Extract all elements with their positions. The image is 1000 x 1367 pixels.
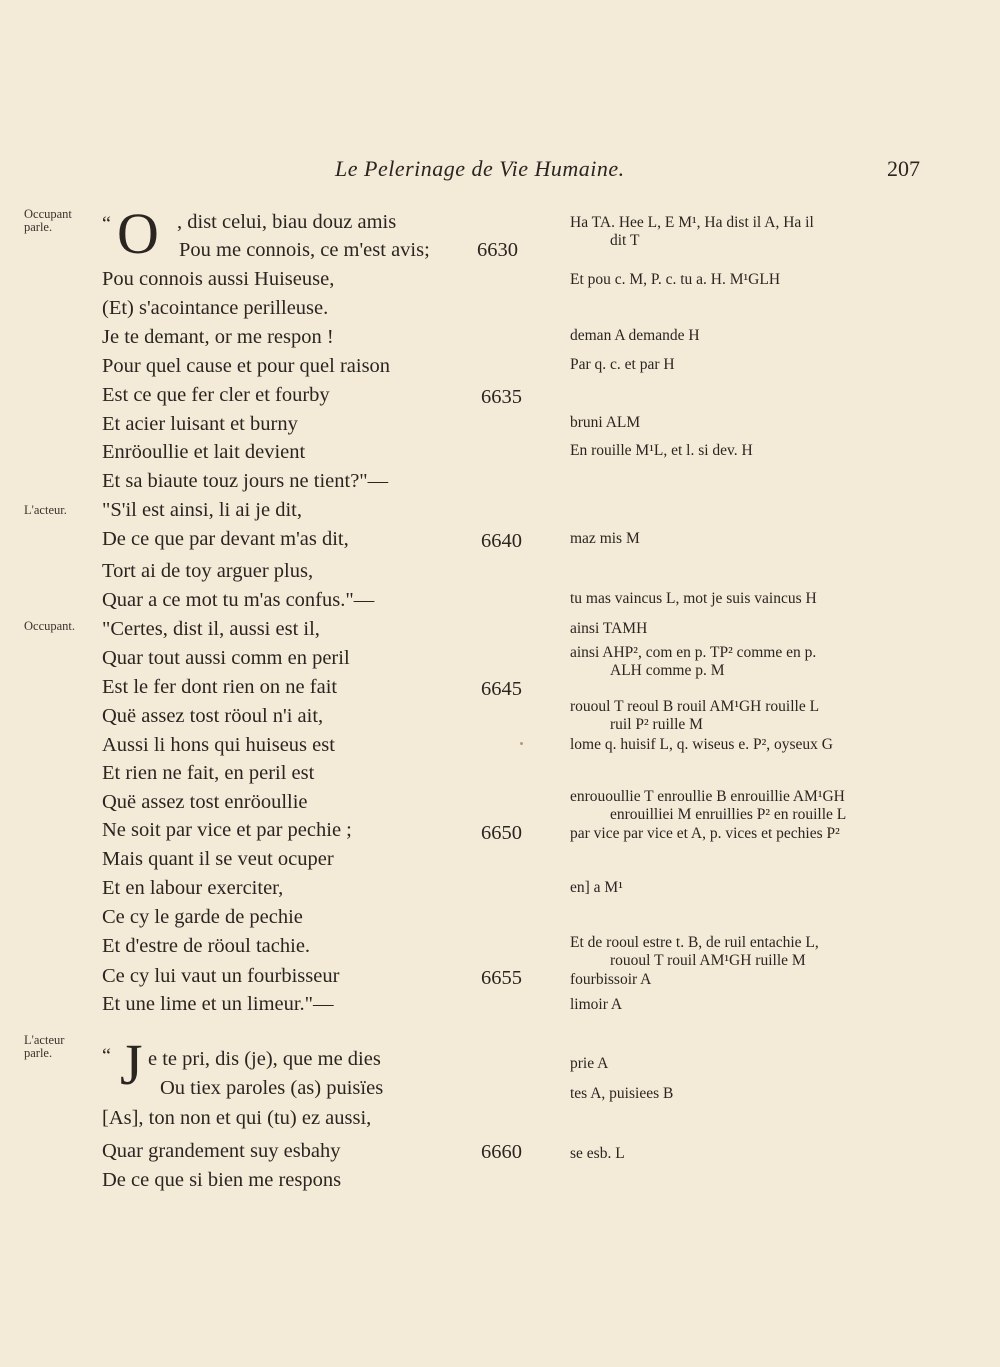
verse-line: Pour quel cause et pour quel raison	[102, 355, 391, 377]
line-number: 6640	[481, 530, 522, 552]
running-title: Le Pelerinage de Vie Humaine.	[335, 156, 625, 181]
variant-note: Et de rooul estre t. B, de ruil entachie L, rououl T rouil AM¹GH ruille M	[570, 934, 819, 969]
verse-line: (Et) s'acointance perilleuse.	[102, 297, 329, 319]
variant-note: bruni ALM	[570, 414, 641, 431]
verse-line: Quar grandement suy esbahy	[102, 1140, 341, 1162]
verse-line: Enröoullie et lait devient	[102, 441, 306, 463]
line-number: 6660	[481, 1141, 522, 1163]
verse-line: e te pri, dis (je), que me dies	[148, 1048, 381, 1070]
verse-line: Et rien ne fait, en peril est	[102, 762, 315, 784]
speaker-label: Occupant parle.	[24, 207, 72, 235]
variant-note: par vice par vice et A, p. vices et pechies P²	[570, 825, 840, 842]
verse-line: , dist celui, biau douz amis	[177, 211, 397, 233]
verse-line: "S'il est ainsi, li ai je dit,	[102, 499, 302, 521]
verse-line: Et d'estre de röoul tachie.	[102, 935, 311, 957]
verse-line: Quar a ce mot tu m'as confus."—	[102, 589, 375, 611]
verse-line: Ce cy le garde de pechie	[102, 906, 303, 928]
verse-line: Et une lime et un limeur."—	[102, 993, 334, 1015]
variant-note: enrououllie T enroullie B enrouillie AM¹GH enrouilliei M enruillies P² en rouille L	[570, 788, 847, 823]
verse-line: Pou me connois, ce m'est avis;	[179, 239, 430, 261]
opening-quote: “	[102, 1045, 111, 1067]
variant-note: En rouille M¹L, et l. si dev. H	[570, 442, 753, 459]
page-number: 207	[887, 156, 920, 181]
variant-note: lome q. huisif L, q. wiseus e. P², oyseux G	[570, 736, 833, 753]
verse-line: De ce que par devant m'as dit,	[102, 528, 349, 550]
line-number: 6630	[477, 239, 518, 261]
verse-line: Je te demant, or me respon !	[102, 326, 334, 348]
verse-line: Est ce que fer cler et fourby	[102, 384, 330, 406]
verse-line: Et en labour exerciter,	[102, 877, 284, 899]
opening-quote: “	[102, 213, 111, 235]
variant-note: maz mis M	[570, 530, 640, 547]
verse-line: Ne soit par vice et par pechie ;	[102, 819, 352, 841]
verse-line: Est le fer dont rien on ne fait	[102, 676, 338, 698]
verse-line: Tort ai de toy arguer plus,	[102, 560, 314, 582]
variant-note: Et pou c. M, P. c. tu a. H. M¹GLH	[570, 271, 781, 288]
speaker-label: L'acteur parle.	[24, 1033, 65, 1061]
variant-note: en] a M¹	[570, 879, 623, 896]
verse-line: "Certes, dist il, aussi est il,	[102, 618, 320, 640]
verse-line: Quë assez tost röoul n'i ait,	[102, 705, 324, 727]
variant-note: Ha TA. Hee L, E M¹, Ha dist il A, Ha il dit T	[570, 214, 814, 249]
variant-note: Par q. c. et par H	[570, 356, 675, 373]
verse-line: Ou tiex paroles (as) puisïes	[160, 1077, 384, 1099]
variant-note: prie A	[570, 1055, 609, 1072]
verse-line: Quar tout aussi comm en peril	[102, 647, 350, 669]
variant-note: ainsi TAMH	[570, 620, 648, 637]
verse-line: [As], ton non et qui (tu) ez aussi,	[102, 1107, 372, 1129]
variant-note: limoir A	[570, 996, 623, 1013]
variant-note: tes A, puisiees B	[570, 1085, 674, 1102]
drop-cap: O	[117, 201, 159, 266]
verse-line: De ce que si bien me respons	[102, 1169, 342, 1191]
margin-dot	[520, 742, 523, 745]
line-number: 6650	[481, 822, 522, 844]
verse-line: Ce cy lui vaut un fourbisseur	[102, 965, 340, 987]
variant-note: se esb. L	[570, 1145, 625, 1162]
line-number: 6635	[481, 386, 522, 408]
line-number: 6645	[481, 678, 522, 700]
speaker-label: L'acteur.	[24, 503, 67, 517]
variant-note: deman A demande H	[570, 327, 700, 344]
verse-line: Pou connois aussi Huiseuse,	[102, 268, 335, 290]
variant-note: tu mas vaincus L, mot je suis vaincus H	[570, 590, 817, 607]
drop-cap: J	[120, 1032, 143, 1097]
line-number: 6655	[481, 967, 522, 989]
verse-line: Mais quant il se veut ocuper	[102, 848, 334, 870]
variant-note: rououl T reoul B rouil AM¹GH rouille L ruil P² ruille M	[570, 698, 820, 733]
verse-line: Et acier luisant et burny	[102, 413, 298, 435]
variant-note: fourbissoir A	[570, 971, 652, 988]
variant-note: ainsi AHP², com en p. TP² comme en p. ALH comme p. M	[570, 644, 817, 679]
speaker-label: Occupant.	[24, 619, 76, 633]
verse-line: Et sa biaute touz jours ne tient?"—	[102, 470, 389, 492]
verse-line: Aussi li hons qui huiseus est	[102, 734, 335, 756]
verse-line: Quë assez tost enröoullie	[102, 791, 308, 813]
